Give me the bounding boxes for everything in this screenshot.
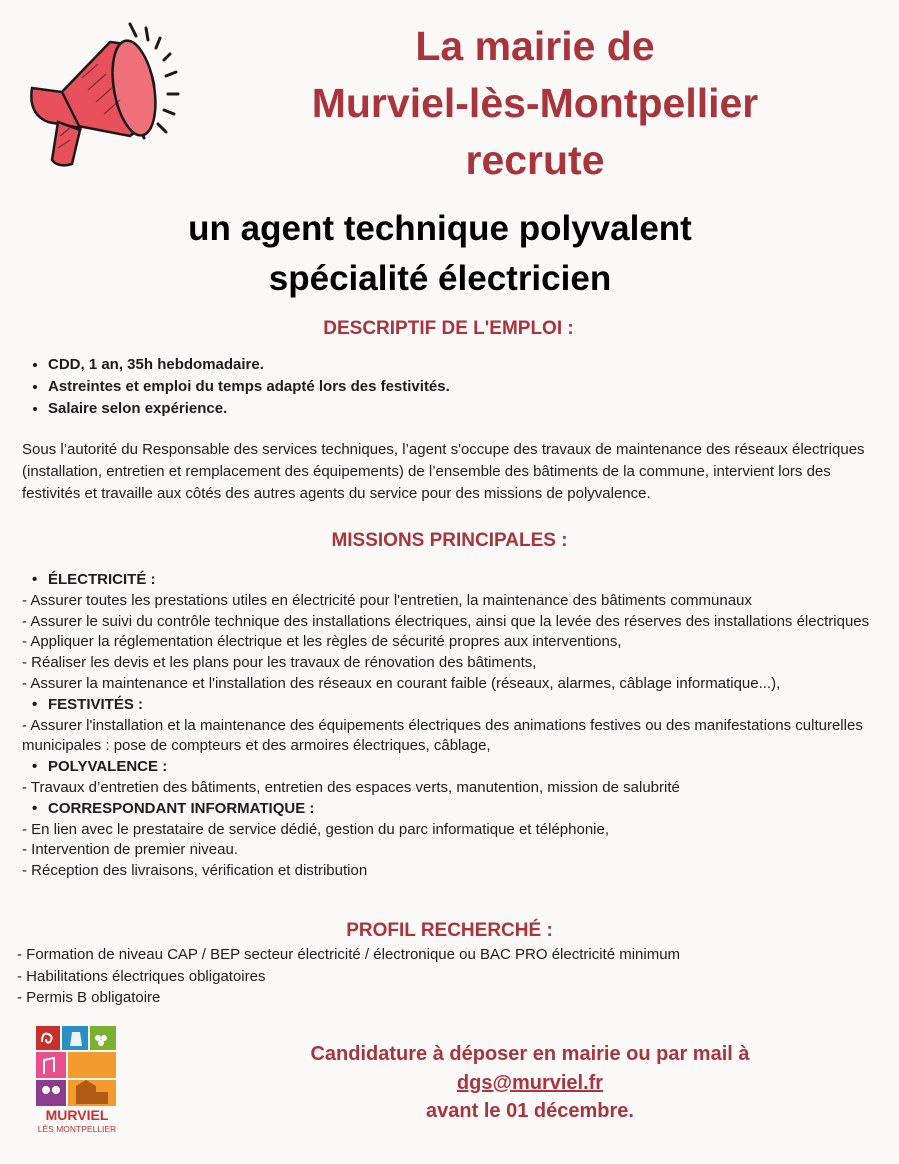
mission-category-title: FESTIVITÉS :: [48, 695, 144, 713]
mission-line: - Réaliser les devis et les plans pour les travaux de rénovation des bâtiments,: [22, 654, 537, 672]
mission-category: • CORRESPONDANT INFORMATIQUE :: [32, 799, 315, 817]
cta-deadline: avant le 01 décembre.: [426, 1100, 634, 1122]
job-title: [90, 204, 790, 304]
mission-line: - Assurer toutes les prestations utiles en électricité pour l'entretien, la maintenance des bâtiments communaux: [22, 591, 752, 609]
descriptif-bullet: • Astreintes et emploi du temps adapté lors des festivités.: [48, 376, 848, 398]
mission-line: - Travaux d’entretien des bâtiments, entretien des espaces verts, manutention, mission de salubrité: [22, 778, 680, 796]
profil-list: [17, 944, 877, 1009]
mission-line: - Intervention de premier niveau.: [22, 841, 238, 859]
descriptif-bullet-list: [24, 354, 848, 420]
title-line-2: Murviel-lès-Montpellier: [311, 80, 759, 126]
cta-line-1: Candidature à déposer en mairie ou par mail à: [310, 1043, 750, 1065]
profil-line: - Habilitations électriques obligatoires: [17, 967, 266, 985]
page-title: [270, 18, 800, 189]
mission-category: • POLYVALENCE :: [32, 758, 168, 776]
profil-line: - Permis B obligatoire: [17, 989, 161, 1006]
application-info: [250, 1040, 810, 1126]
job-title-line-2: spécialité électricien: [268, 259, 612, 298]
mission-category: • FESTIVITÉS :: [32, 695, 144, 713]
missions-heading: MISSIONS PRINCIPALES :: [331, 530, 568, 551]
mission-line: - Assurer la maintenance et l'installation des réseaux en courant faible (réseaux, alarmes, câblage informatique...),: [22, 674, 781, 692]
profil-heading: PROFIL RECHERCHÉ :: [346, 920, 553, 941]
mission-category-title: ÉLECTRICITÉ :: [48, 571, 156, 588]
descriptif-heading: DESCRIPTIF DE L'EMPLOI :: [323, 318, 574, 339]
title-line-1: La mairie de: [415, 23, 655, 69]
mission-line: - Assurer l'installation et la maintenance des équipements électriques des animations festives ou des manifestations culturelles municipales : pose de compteurs et des armoires électriques, câblage,: [22, 716, 863, 755]
mission-line: - En lien avec le prestataire de service dédié, gestion du parc informatique et téléphonie,: [22, 820, 610, 838]
descriptif-bullet: • CDD, 1 an, 35h hebdomadaire.: [48, 354, 848, 376]
murviel-logo: [32, 1024, 122, 1136]
megaphone-icon: [18, 18, 188, 178]
mission-line: - Appliquer la réglementation électrique et les règles de sécurité propres aux interventions,: [22, 633, 622, 651]
mission-line: - Réception des livraisons, vérification et distribution: [22, 862, 368, 880]
email-link[interactable]: dgs@murviel.fr: [456, 1071, 604, 1094]
mission-line: - Assurer le suivi du contrôle technique des installations électriques, ainsi que la levée des réserves des installations électriques: [22, 612, 870, 630]
mission-category-title: CORRESPONDANT INFORMATIQUE :: [48, 799, 315, 817]
logo-subname: LÈS MONTPELLIER: [37, 1124, 117, 1134]
job-title-line-1: un agent technique polyvalent: [188, 209, 692, 248]
missions-list: [22, 570, 882, 882]
mission-category: • ÉLECTRICITÉ :: [32, 571, 156, 588]
mission-category-title: POLYVALENCE :: [48, 758, 168, 776]
descriptif-paragraph: Sous l’autorité du Responsable des services techniques, l’agent s'occupe des travaux de maintenance des réseaux électriques (installation, entretien et remplacement des équipements) de l’ensemble des bâtiments de la commune, intervient lors des festivités et travaille aux côtés des autres agents du service pour des missions de polyvalence.: [22, 441, 865, 502]
descriptif-bullet: • Salaire selon expérience.: [48, 398, 848, 420]
logo-name: MURVIEL: [45, 1107, 109, 1123]
title-line-3: recrute: [465, 137, 605, 183]
profil-line: - Formation de niveau CAP / BEP secteur électricité / électronique ou BAC PRO électricité minimum: [17, 946, 681, 963]
